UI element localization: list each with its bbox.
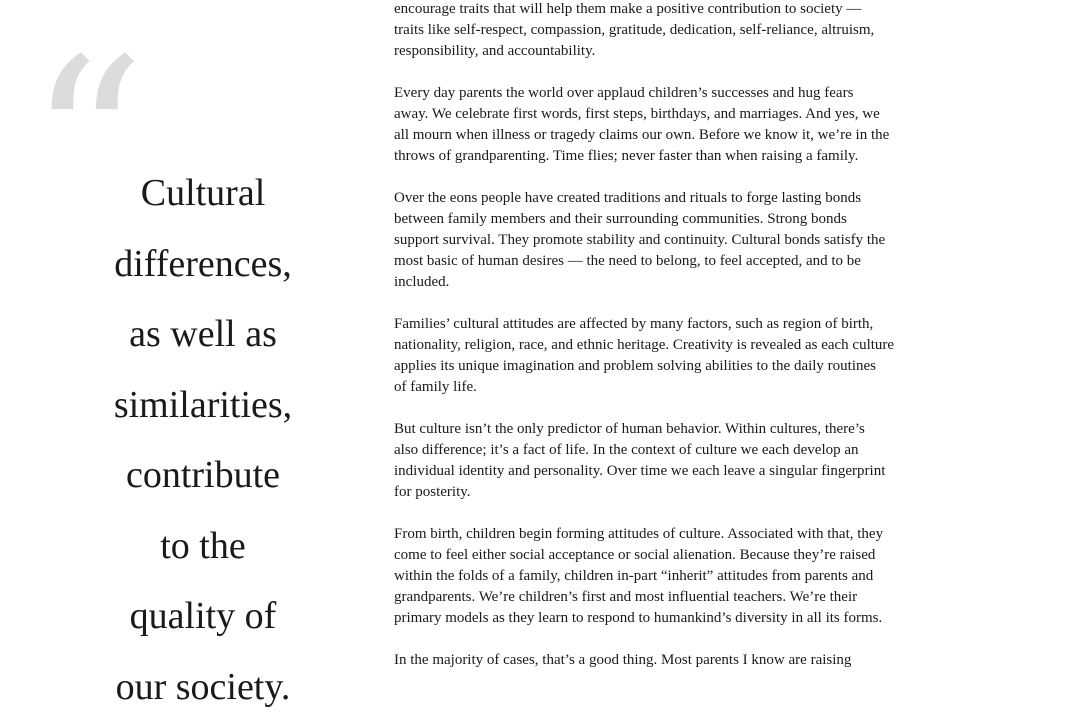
- paragraph: [394, 83, 1018, 167]
- paragraph: [394, 650, 1018, 671]
- pull-quote-line: contribute: [80, 440, 326, 511]
- paragraph: [394, 314, 1018, 398]
- text-line: From birth, children begin forming attitudes of culture. Associated with that, they: [394, 524, 1018, 545]
- open-quote-mark-icon: “: [28, 30, 146, 260]
- text-line: But culture isn’t the only predictor of human behavior. Within cultures, there’s: [394, 419, 1018, 440]
- text-line: of family life.: [394, 377, 1018, 398]
- text-line: responsibility, and accountability.: [394, 41, 1018, 62]
- text-line: throws of grandparenting. Time flies; never faster than when raising a family.: [394, 146, 1018, 167]
- pull-quote-line: to the: [80, 511, 326, 582]
- pull-quote-line: our society.: [80, 652, 326, 722]
- body-text-column: [394, 0, 1018, 692]
- text-line: primary models as they learn to respond to humankind’s diversity in all its forms.: [394, 608, 1018, 629]
- text-line: most basic of human desires — the need to belong, to feel accepted, and to be: [394, 251, 1018, 272]
- text-line: within the folds of a family, children in-part “inherit” attitudes from parents and: [394, 566, 1018, 587]
- paragraph: [394, 0, 1018, 62]
- text-line: nationality, religion, race, and ethnic heritage. Creativity is revealed as each culture: [394, 335, 1018, 356]
- text-line: encourage traits that will help them make a positive contribution to society —: [394, 0, 1018, 20]
- text-line: support survival. They promote stability and continuity. Cultural bonds satisfy the: [394, 230, 1018, 251]
- text-line: grandparents. We’re children’s first and most influential teachers. We’re their: [394, 587, 1018, 608]
- pull-quote-line: differences,: [80, 229, 326, 300]
- pull-quote-line: as well as: [80, 299, 326, 370]
- text-line: Every day parents the world over applaud children’s successes and hug fears: [394, 83, 1018, 104]
- text-line: individual identity and personality. Over time we each leave a singular fingerprint: [394, 461, 1018, 482]
- text-line: Over the eons people have created traditions and rituals to forge lasting bonds: [394, 188, 1018, 209]
- text-line: included.: [394, 272, 1018, 293]
- text-line: come to feel either social acceptance or social alienation. Because they’re raised: [394, 545, 1018, 566]
- pull-quote-line: Cultural: [80, 158, 326, 229]
- paragraph: [394, 524, 1018, 629]
- text-line: away. We celebrate first words, first steps, birthdays, and marriages. And yes, we: [394, 104, 1018, 125]
- paragraph: [394, 188, 1018, 293]
- text-line: also difference; it’s a fact of life. In the context of culture we each develop an: [394, 440, 1018, 461]
- pull-quote: [80, 158, 326, 722]
- text-line: applies its unique imagination and problem solving abilities to the daily routines: [394, 356, 1018, 377]
- text-line: between family members and their surrounding communities. Strong bonds: [394, 209, 1018, 230]
- pull-quote-line: quality of: [80, 581, 326, 652]
- text-line: all mourn when illness or tragedy claims our own. Before we know it, we’re in the: [394, 125, 1018, 146]
- text-line: for posterity.: [394, 482, 1018, 503]
- text-line: traits like self-respect, compassion, gratitude, dedication, self-reliance, altruism,: [394, 20, 1018, 41]
- pull-quote-line: similarities,: [80, 370, 326, 441]
- paragraph: [394, 419, 1018, 503]
- text-line: In the majority of cases, that’s a good thing. Most parents I know are raising: [394, 650, 1018, 671]
- text-line: Families’ cultural attitudes are affected by many factors, such as region of birth,: [394, 314, 1018, 335]
